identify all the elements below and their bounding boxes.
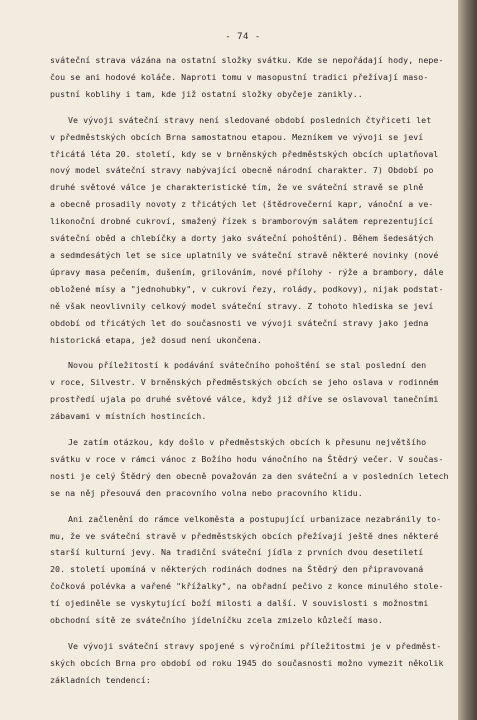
page-edge-shadow (458, 0, 477, 720)
paragraph (50, 434, 449, 502)
text-line: sváteční strava vázána na ostatní složky svátku. Kde se nepořádají hody, nepe- (50, 55, 444, 65)
text-line: se na něj přesouvá den pracovního volna nebo pracovního klidu. (50, 487, 363, 498)
text-line: svátku v roce v rámci vánoc z Božího hodu vánočního na Štědrý večer. V součas- (50, 453, 444, 464)
text-line: a obecně prosadily novoty z třicátých let (štědrovečerní kapr, vánoční a ve- (50, 199, 434, 210)
text-line: nosti je celý Štědrý den obecně považován za den sváteční a v posledních letech (50, 470, 449, 481)
paragraph (50, 357, 439, 425)
text-line: obchodní sítě ze svátečního jídelníčku zcela zmizelo kůzlečí maso. (50, 615, 383, 626)
text-line: úpravy masa pečením, dušením, grilováním, nové přílohy - rýže a brambory, dále (50, 266, 444, 277)
text-line: Je zatím otázkou, kdy došlo v předměstských obcích k přesunu největšího (68, 437, 427, 448)
text-line: třicátá léta 20. století, kdy se v brněnských předměstských obcích uplatňoval (50, 148, 439, 159)
text-line: historická etapa, jež dosud není ukončena. (50, 334, 262, 345)
text-line: Ve vývoji sváteční stravy není sledované období posledních čtyřiceti let (68, 114, 432, 125)
text-line: likonoční drobné cukroví, smažený řízek s bramborovým salátem reprezentující (50, 216, 434, 227)
text-line: a sedmdesátých let se sice uplatnily ve sváteční stravě některé novinky (nové (50, 249, 439, 260)
text-line: tí ojediněle se vyskytující boží milosti a další. V souvislosti s možnostmi (50, 598, 429, 609)
text-line: obložené mísy a "jednohubky", v cukroví řezy, rolády, podkovy), nijak podstat- (50, 283, 444, 294)
text-line: pustní koblihy i tam, kde již ostatní složky obyčeje zanikly.. (50, 88, 363, 99)
text-line: čou se ani hodové koláče. Naproti tomu v masopustní tradici přežívají maso- (50, 71, 429, 82)
text-line: 20. století upomíná v některých rodinách dodnes na Štědrý den připravovaná (50, 564, 424, 575)
text-line: mu, že ve sváteční stravě v předměstských obcích přežívají ještě dnes některé (50, 530, 439, 541)
paragraph (50, 112, 444, 349)
text-line: ně však neovlivnily celkový model sváteční stravy. Z tohoto hlediska se jeví (50, 300, 434, 311)
text-line: sváteční oběd a chlebíčky a dorty jako sváteční pohoštění). Během šedesátých (50, 233, 434, 244)
text-line: v roce, Silvestr. V brněnských předměstských obcích se jeho oslava v rodinném (50, 377, 439, 388)
text-line: v předměstských obcích Brna samostatnou etapou. Mezníkem ve vývoji se jeví (50, 131, 424, 142)
text-line: starší kulturní jevy. Na tradiční sváteční jídla z prvních dvou desetiletí (50, 547, 424, 558)
body-text (50, 52, 449, 689)
page-number: - 74 - (225, 32, 261, 42)
paragraph (50, 52, 444, 103)
paragraph (50, 511, 444, 629)
text-line: základních tendencí: (50, 674, 151, 685)
text-line: období od třicátých let do současnosti ve vývoji sváteční stravy jako jedna (50, 317, 429, 328)
paragraph (50, 638, 444, 689)
text-line: Novou příležitostí k podávání svátečního pohoštění se stal poslední den (68, 360, 427, 371)
text-line: Ani začlenění do rámce velkoměsta a postupující urbanizace nezabránily to- (68, 513, 442, 524)
text-line: druhé světové válce je charakteristické tím, že ve sváteční stravě se plně (50, 182, 424, 193)
text-line: zábavami v místních hostincích. (50, 411, 207, 422)
text-line: nový model sváteční stravy nabývající obecně národní charakter. 7) Období po (50, 165, 434, 176)
text-line: Ve vývoji sváteční stravy spojené s výročními příležitostmi je v předměst- (68, 641, 442, 651)
text-line: prostředí ujala po druhé světové válce, když již dříve se oslavoval tanečními (50, 394, 439, 405)
text-line: ských obcích Brna pro období od roku 1945 do současnosti možno vymezit několik (50, 657, 444, 668)
text-line: čočková polévka a vařené "křížalky", na obřadní pečivo z konce minulého stole- (50, 581, 444, 592)
